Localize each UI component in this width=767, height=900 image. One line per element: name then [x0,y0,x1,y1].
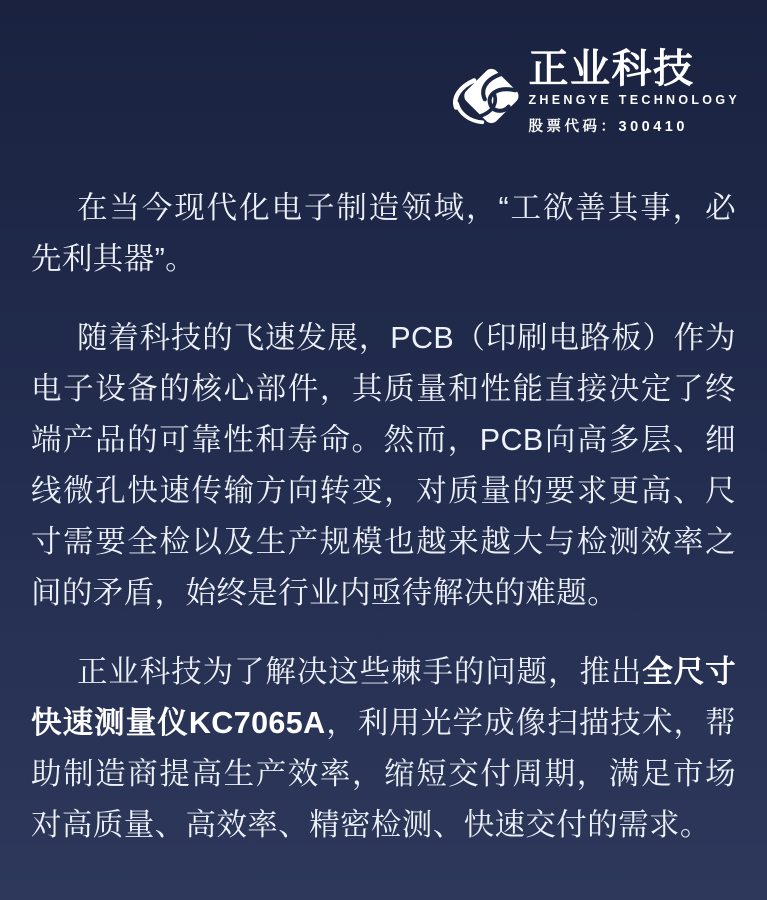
paragraph [31,313,736,619]
highlight-text: 全尺寸快速测量仪KC7065A [31,655,737,740]
article-body [0,183,767,851]
logo-text [529,48,741,136]
logo [443,48,741,143]
stock-code: 股票代码：300410 [528,119,688,135]
body-text: 正业科技为了解决这些棘手的问题，推出 [77,655,643,689]
body-text: 随着科技的飞速发展，PCB（印刷电路板）作为电子设备的核心部件，其质量和性能直接决定了终端产品的可靠性和寿命。然而，PCB向高多层、细线微孔快速传输方向转变，对质量的要求更高、尺寸需要全检以及生产规模也越来越大与检测效率之间的矛盾，始终是行业内亟待解决的难题。 [31,321,736,610]
body-text: ，利用光学成像扫描技术，帮助制造商提高生产效率，缩短交付周期，满足市场对高质量、高效率、精密检测、快速交付的需求。 [31,706,737,842]
paragraph [31,647,736,851]
company-name-en: ZHENGYE TECHNOLOGY [528,93,740,107]
company-name-cn: 正业科技 [528,47,695,91]
paragraph [31,183,736,285]
body-text: 在当今现代化电子制造领域，“工欲善其事，必先利其器”。 [31,191,736,276]
swirl-diamond-logo-icon [443,54,525,143]
